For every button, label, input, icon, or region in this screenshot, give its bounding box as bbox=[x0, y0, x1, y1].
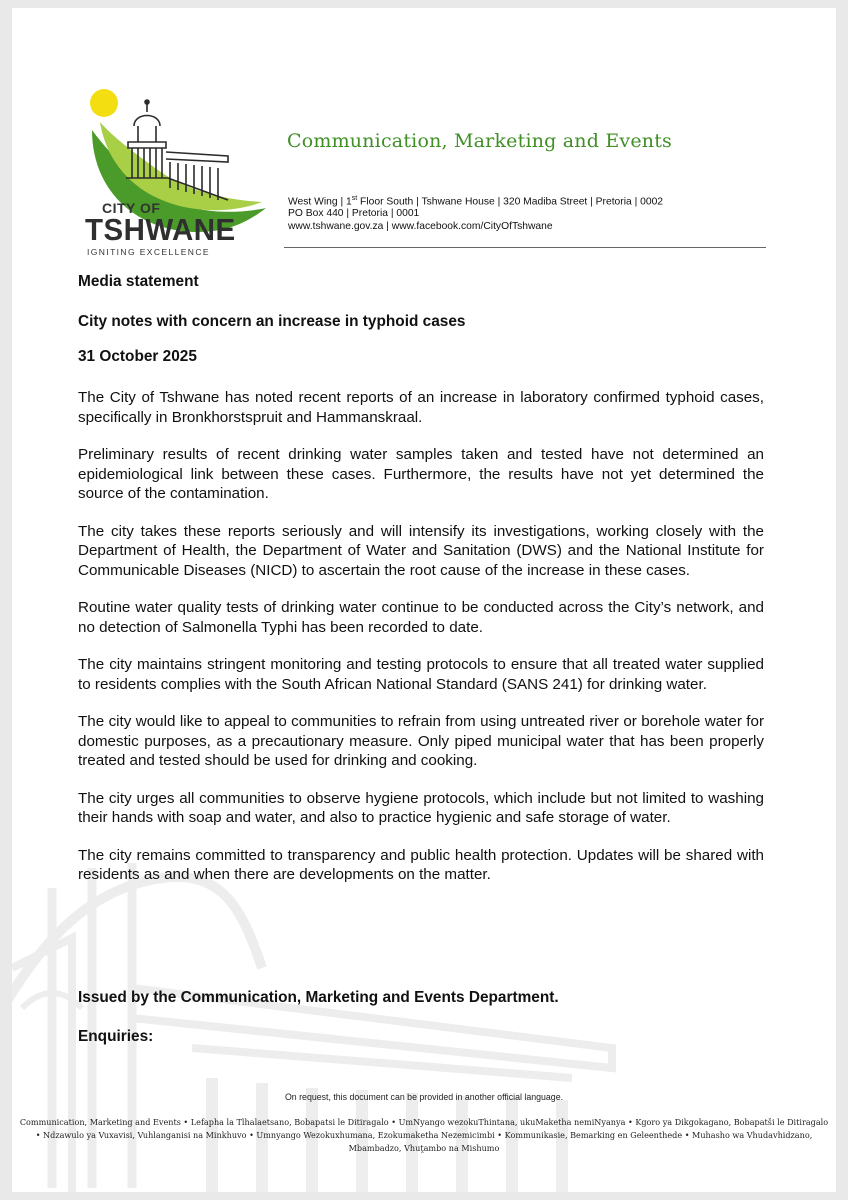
department-names-multilingual bbox=[18, 1116, 830, 1155]
address-line-1: West Wing | 1st Floor South | Tshwane House | 320 Madiba Street | Pretoria | 0002 bbox=[288, 195, 664, 208]
body-paragraph: The city maintains stringent monitoring and testing protocols to ensure that all treated water supplied to residents complies with the South African National Standard (SANS 241) for drinking water. bbox=[78, 656, 764, 693]
enquiries-label: Enquiries: bbox=[78, 1028, 154, 1045]
body-paragraph: The city remains committed to transparency and public health protection. Updates will be shared with residents as and when there are developments on the matter. bbox=[78, 846, 764, 883]
body-paragraph: The City of Tshwane has noted recent reports of an increase in laboratory confirmed typhoid cases, specifically in Bronkhorstspruit and Hammanskraal. bbox=[78, 389, 764, 426]
language-request-note: On request, this document can be provided in another official language. bbox=[284, 1092, 564, 1102]
body-paragraph: Preliminary results of recent drinking water samples taken and tested have not determined an epidemiological link between these cases. Furthermore, the results have not yet determined the source of the contamination. bbox=[78, 446, 764, 502]
body-paragraph: The city takes these reports seriously and will intensify its investigations, working closely with the Department of Health, the Department of Water and Sanitation (DWS) and the National Institute for Communicable Diseases (NICD) to ascertain the root cause of the increase in these cases. bbox=[78, 522, 764, 579]
address-line-2: PO Box 440 | Pretoria | 0001 bbox=[288, 208, 420, 219]
body-paragraph: The city urges all communities to observe hygiene protocols, which include but not limited to washing their hands with soap and water, and also to practice hygienic and safe storage of water. bbox=[78, 789, 764, 826]
logo-city-of: CITY OF bbox=[102, 200, 161, 216]
statement-headline: City notes with concern an increase in typhoid cases bbox=[78, 313, 466, 330]
logo-tshwane: TSHWANE bbox=[85, 212, 236, 247]
body-paragraph: Routine water quality tests of drinking water continue to be conducted across the City’s network, and no detection of Salmonella Typhi has been recorded to date. bbox=[78, 599, 764, 636]
document-page bbox=[12, 8, 836, 1192]
languages-line-2: • Ndzawulo ya Vuxavisi, Vuhlanganisi na Minkhuvo • Umnyango Wezokuxhumana, Ezokumaketha Nezemicimbi • Kommunikasie, Bemarking en Geleenthede • Muhasho wa Vhudavhidzano, bbox=[35, 1130, 813, 1140]
statement-date: 31 October 2025 bbox=[78, 348, 197, 365]
statement-body bbox=[78, 388, 764, 903]
languages-line-1: Communication, Marketing and Events • Lefapha la Tlhalaetsano, Bobapatsi le Ditiragalo • UmNyango wezokuThintana, ukuMaketha nemiNyanya • Kgoro ya Dikgokagano, Bobapatši le Ditiragalo bbox=[19, 1117, 829, 1127]
address-line-3: www.tshwane.gov.za | www.facebook.com/CityOfTshwane bbox=[288, 221, 553, 232]
languages-line-3: Mbambadzo, Vhuṱambo na Mishumo bbox=[348, 1143, 500, 1153]
body-paragraph: The city would like to appeal to communities to refrain from using untreated river or borehole water for domestic purposes, as a precautionary measure. Only piped municipal water that has been properly treated and tested should be used for drinking and cooking. bbox=[78, 713, 764, 769]
document-type-label: Media statement bbox=[78, 273, 199, 290]
department-title: Communication, Marketing and Events bbox=[287, 130, 673, 152]
header-divider bbox=[284, 247, 766, 248]
logo-tagline: IGNITING EXCELLENCE bbox=[87, 247, 210, 257]
issued-by: Issued by the Communication, Marketing and Events Department. bbox=[78, 989, 559, 1006]
